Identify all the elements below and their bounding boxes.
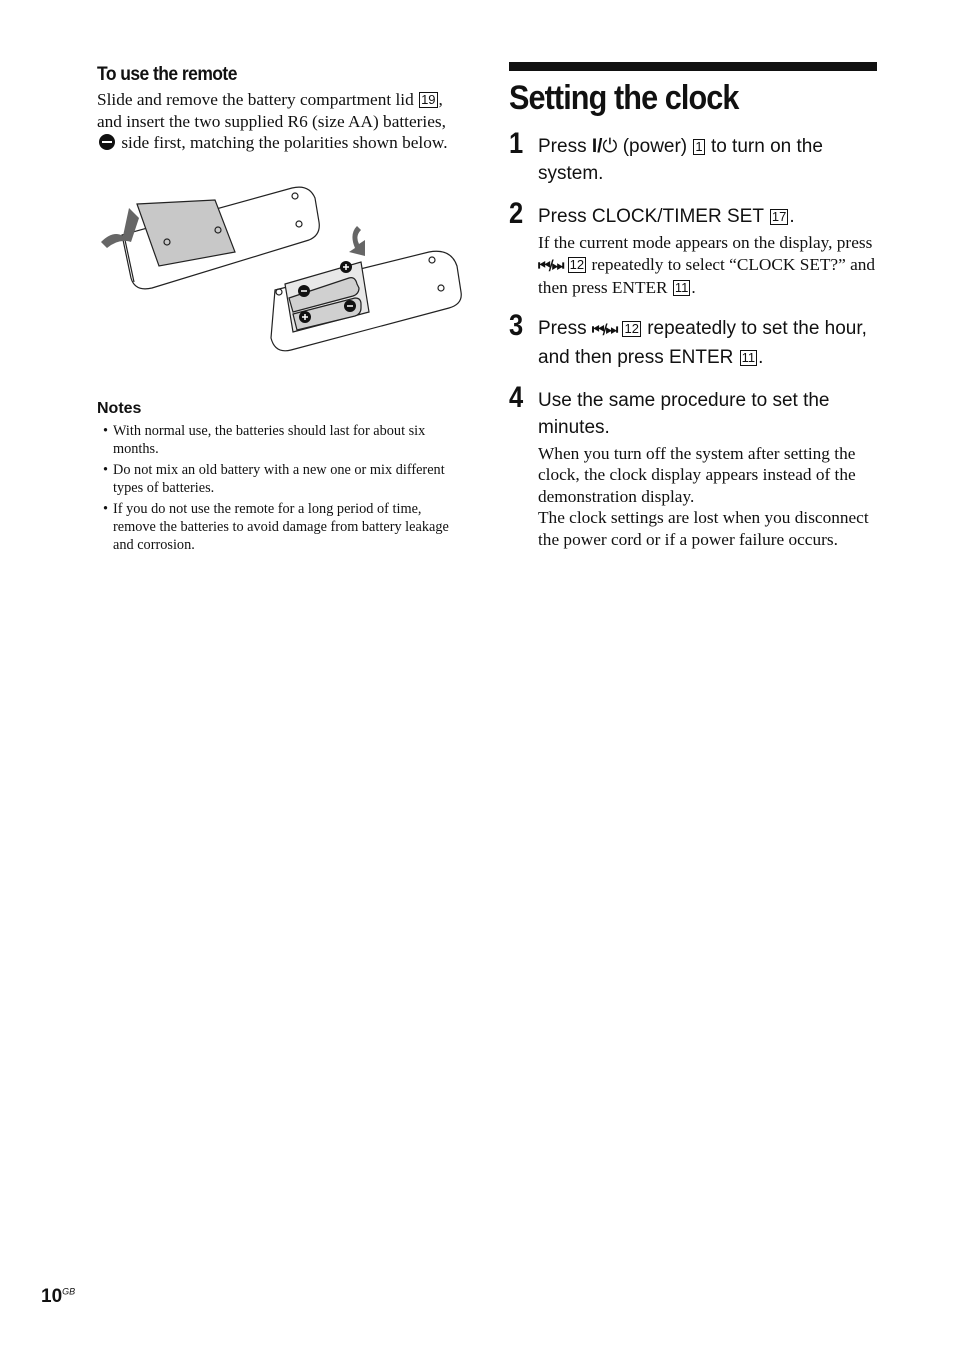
power-icon: ⏻ (602, 136, 618, 157)
callout-number: 12 (569, 256, 585, 272)
notes-list (97, 422, 467, 554)
callout-number: 11 (674, 280, 689, 295)
step-4: 4 Use the same procedure to set the minutes. When you turn off the system after setting the clock, the clock display appears instead of the demonstration display. The clock settings are lost when you disconnect the power cord or if a power failure occurs. (509, 380, 869, 549)
remote-instructions: Slide and remove the battery compartment lid 19 , and insert the two supplied R6 (size AA) batteries, side first, matching the polarities shown below. (97, 90, 448, 152)
minus-polarity-icon (99, 134, 115, 150)
callout-number: 1 (695, 139, 703, 154)
section-rule (509, 62, 877, 71)
notes-title: Notes (97, 400, 142, 417)
battery-insertion-illustration (97, 180, 467, 360)
step-3: 3 Press ⏮/⏭ 12 repeatedly to set the hour, and then press ENTER 11 . (509, 308, 867, 368)
remote-section (97, 62, 467, 154)
callout-number: 12 (624, 320, 639, 336)
notes-section (97, 400, 467, 557)
step-1: 1 Press I/⏻ (power) 1 to turn on the system. (509, 127, 823, 184)
page-number: $10^{GB}$ (41, 1286, 76, 1307)
prev-next-icon: ⏮/⏭ (591, 321, 617, 338)
step-2: 2 Press CLOCK/TIMER SET 17 . If the current mode appears on the display, press ⏮/⏭ 12 repeatedly to select “CLOCK SET?” and then press ENTER 11 . (509, 197, 876, 297)
callout-number: 11 (741, 349, 756, 365)
step-number: 3 (509, 308, 524, 342)
clock-section (509, 62, 877, 566)
note-item: • If you do not use the remote for a long period of time, remove the batteries to avoid damage from battery leakage and corrosion. (97, 500, 467, 554)
step-number: 4 (509, 380, 524, 414)
step-number: 1 (509, 127, 524, 160)
callout-number: 19 (421, 92, 436, 107)
callout-number: 17 (771, 209, 787, 224)
page-title: Setting the clock (509, 79, 739, 117)
prev-next-icon: ⏮/⏭ (538, 257, 563, 274)
note-item: • Do not mix an old battery with a new one or mix different types of batteries. (97, 461, 467, 497)
remote-heading: To use the remote (97, 64, 237, 85)
note-item: • With normal use, the batteries should last for about six months. (97, 422, 467, 458)
step-number: 2 (509, 197, 524, 230)
